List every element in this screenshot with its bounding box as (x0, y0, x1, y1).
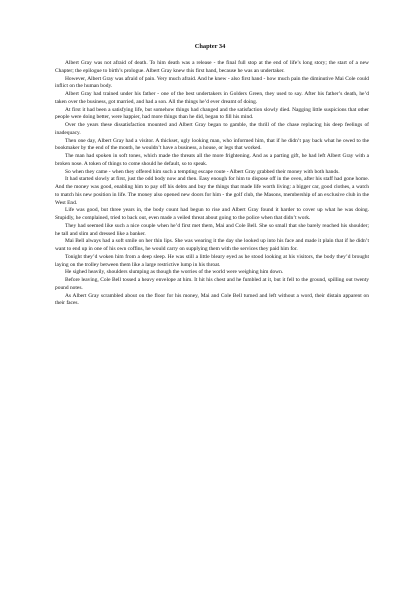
paragraph: Over the years these dissatisfaction mounted and Albert Gray began to gamble, the thrill of the chase replacing his deep feelings of inadequacy. (55, 122, 369, 136)
paragraph: Life was good, but three years in, the body count had begun to rise and Albert Gray found it harder to cover up what he was doing. Stupidly, he complained, tried to back out, even made a veiled threat about going to the police when that didn’t work. (55, 207, 369, 221)
paragraph: It had started slowly at first, just the odd body now and then. Easy enough for him to dispose off in the oven, after his staff had gone home. And the money was good, enabling him to pay off his debts and buy the things that made life worth living: a bigger car, good clothes, a watch to match his new position in life. The money also opened new doors for him - the golf club, the Masons, membership of an exclusive club in the West End. (55, 176, 369, 206)
paragraph: Albert Gray had trained under his father - one of the best undertakers in Golders Green, they used to say. After his father’s death, he’d taken over the business, got married, and had a son. All the things he’d ever dreamt of doing. (55, 91, 369, 105)
paragraph: Mai Bell always had a soft smile on her thin lips. She was wearing it the day she looked up into his face and made it plain that if he didn’t want to end up in one of his own coffins, he would carry on supplying them with the services they paid him for. (55, 238, 369, 252)
chapter-body (55, 60, 369, 308)
paragraph: So when they came - when they offered him such a tempting escape route - Albert Gray grabbed their money with both hands. (65, 168, 340, 175)
paragraph: Tonight they’d woken him from a deep sleep. He was still a little bleary eyed as he stood looking at his visitors, the body they’d brought laying on the trolley between them like a large restrictive lump in his throat. (55, 253, 369, 268)
paragraph: He sighed heavily, shoulders slumping as though the worries of the world were weighing him down. (65, 269, 284, 276)
paragraph: Then one day, Albert Gray had a visitor. A thickset, ugly looking man, who informed him, that if he didn’t pay back what he owed to the bookmaker by the end of the month, he wouldn’t have a business, a house, or legs that worked. (55, 137, 369, 152)
paragraph: Before leaving, Cole Bell tossed a heavy envelope at him. It hit his chest and he fumbled at it, but it fell to the ground, spilling out twenty pound notes. (55, 277, 369, 291)
paragraph: Albert Gray was not afraid of death. To him death was a release - the final full stop at the end of life’s long story; the start of a new Chapter; the epilogue to birth’s prologue. Albert Gray knew this first hand, because he was an undertaker. (55, 60, 369, 74)
paragraph: They had seemed like such a nice couple when he’d first met them, Mai and Cole Bell. She so small that she barely reached his shoulder; he tall and slim and dressed like a banker. (55, 222, 369, 237)
paragraph: As Albert Gray scrambled about on the floor for his money, Mai and Cole Bell turned and left without a word, their distain apparent on their faces. (55, 292, 369, 307)
paragraph: However, Albert Gray was afraid of pain. Very much afraid. And he knew - also first hand - how much pain the diminutive Mai Cole could inflict on the human body. (55, 75, 369, 90)
paragraph: At first it had been a satisfying life, but somehow things had changed and the satisfaction slowly died. Nagging little suspicions that other people were doing better, were happier, had more things than he did, began to fill his mind. (55, 106, 369, 121)
paragraph: The man had spoken in soft tones, which made the threats all the more frightening. And as a parting gift, he had left Albert Gray with a broken nose. A token of things to come should he default, so to speak. (55, 153, 369, 167)
chapter-title: Chapter 34 (194, 43, 226, 50)
